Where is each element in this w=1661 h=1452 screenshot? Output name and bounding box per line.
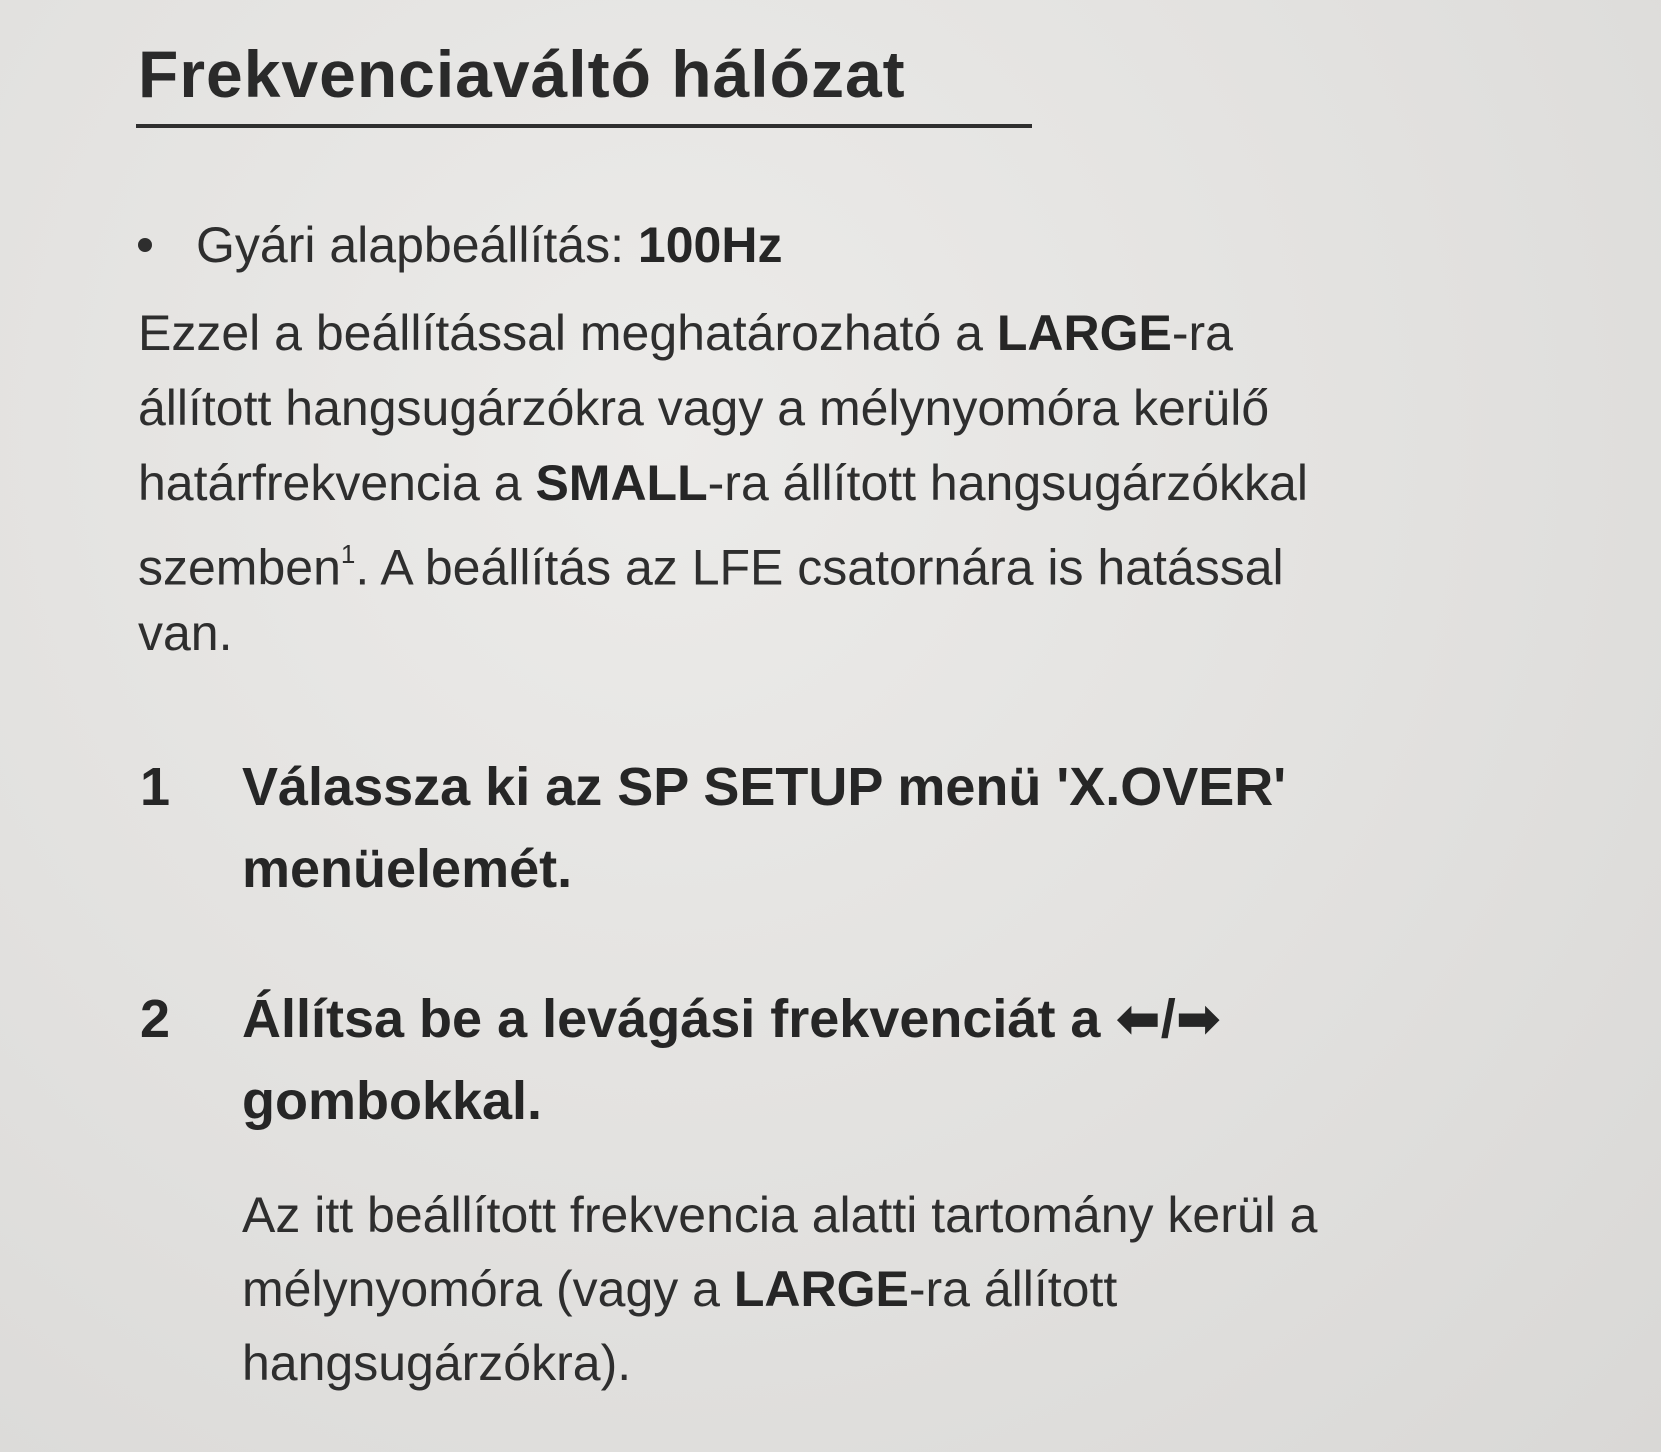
step-2-number: 2 bbox=[140, 989, 171, 1049]
note-line-2: mélynyomóra (vagy a LARGE-ra állított bbox=[242, 1261, 1118, 1317]
factory-default-item bbox=[138, 212, 782, 278]
bullet-icon bbox=[138, 238, 152, 252]
factory-default-label: Gyári alapbeállítás: bbox=[196, 217, 638, 273]
step-1-line-2: menüelemét. bbox=[242, 839, 573, 899]
step-1-number: 1 bbox=[140, 757, 171, 817]
step-2-line-1: Állítsa be a levágási frekvenciát a ⬅/➡ bbox=[242, 989, 1221, 1049]
small-keyword: SMALL bbox=[535, 455, 708, 511]
left-right-arrow-icon: ⬅/➡ bbox=[1115, 989, 1221, 1049]
paragraph-line-2: állított hangsugárzókra vagy a mélynyomóra kerülő bbox=[138, 380, 1270, 436]
step-2-line-2: gombokkal. bbox=[242, 1071, 543, 1131]
note-line-3: hangsugárzókra). bbox=[242, 1335, 632, 1391]
factory-default-value: 100Hz bbox=[637, 217, 783, 273]
footnote-marker: 1 bbox=[340, 539, 356, 569]
paragraph-line-3: határfrekvencia a SMALL-ra állított hangsugárzókkal bbox=[138, 455, 1308, 511]
note-line-1: Az itt beállított frekvencia alatti tartomány kerül a bbox=[242, 1187, 1318, 1243]
paragraph-line-4: szemben$^1$. A beállítás az LFE csatornára is hatással bbox=[138, 539, 1284, 596]
large-keyword: LARGE bbox=[733, 1261, 909, 1317]
page-title: Frekvenciaváltó hálózat bbox=[138, 37, 906, 111]
title-underline bbox=[136, 124, 1032, 128]
paragraph-line-1: Ezzel a beállítással meghatározható a LARGE-ra bbox=[138, 305, 1233, 361]
large-keyword: LARGE bbox=[996, 305, 1172, 361]
step-1-line-1: Válassza ki az SP SETUP menü 'X.OVER' bbox=[242, 757, 1287, 817]
paragraph-line-5: van. bbox=[138, 605, 233, 661]
